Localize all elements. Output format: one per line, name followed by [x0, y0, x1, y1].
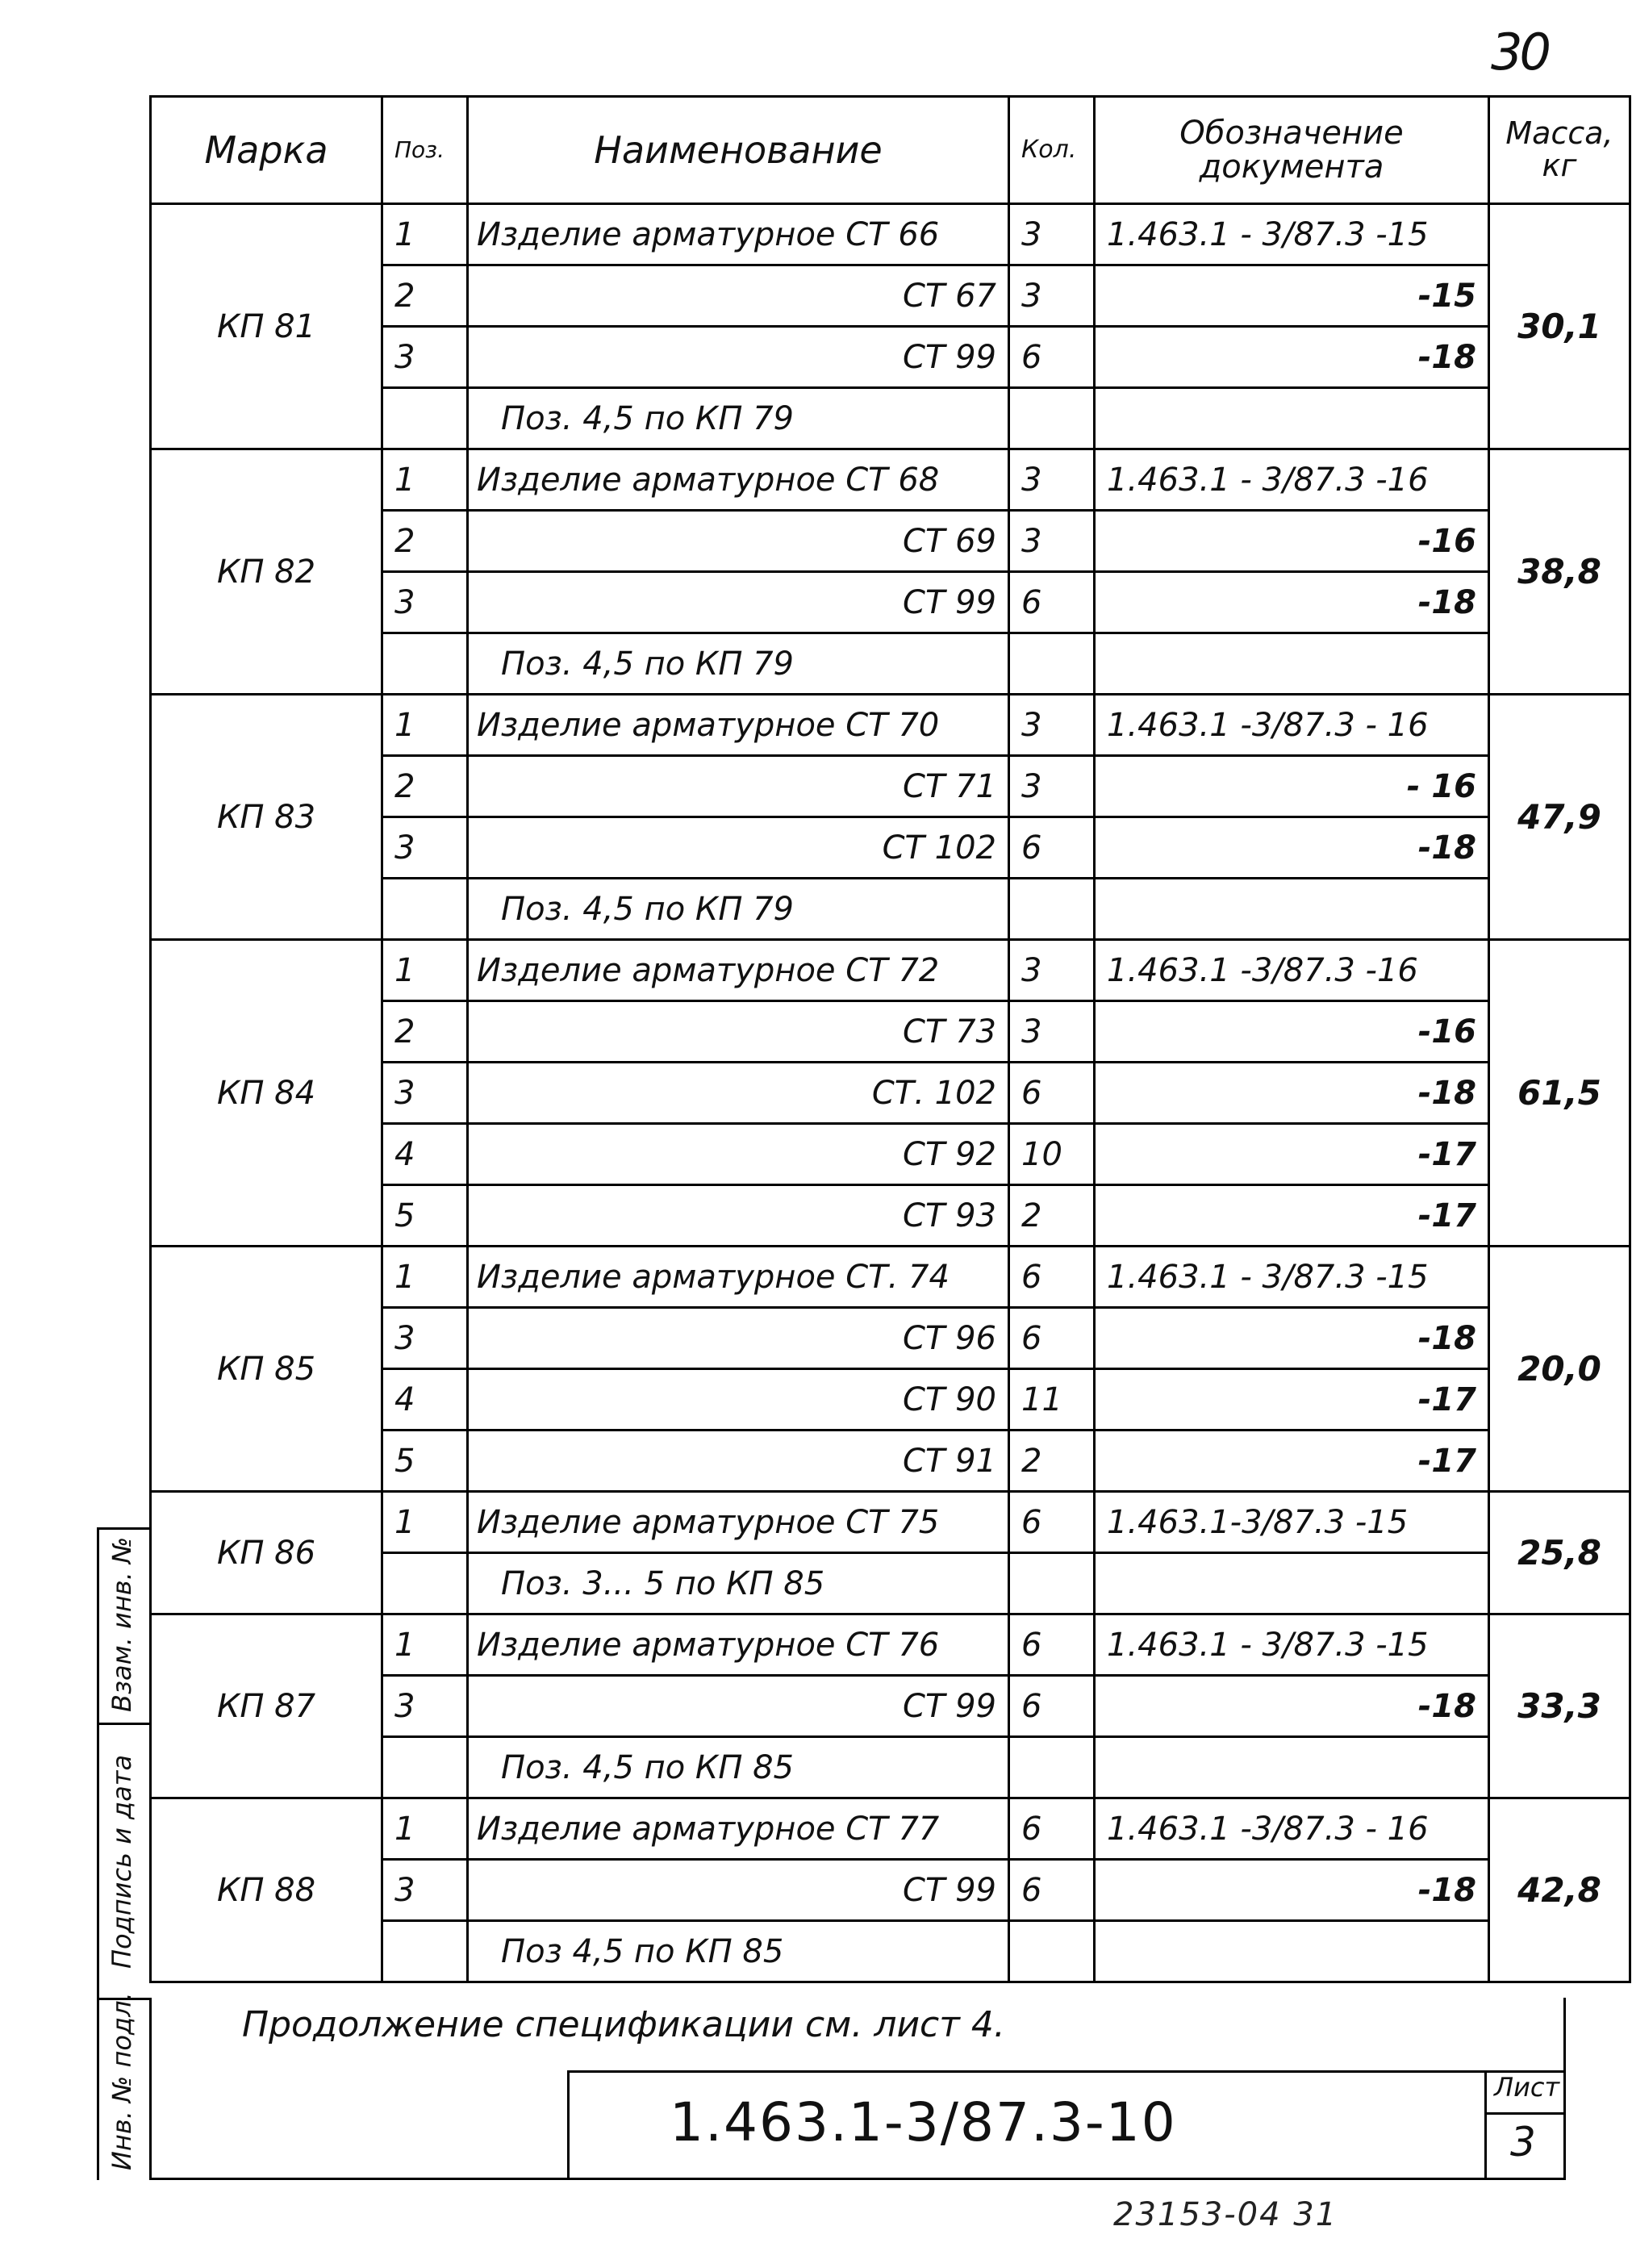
- cell-doc: - 16: [1095, 756, 1489, 817]
- cell-mark: КП 82: [151, 449, 382, 695]
- cell-doc: [1095, 1737, 1489, 1798]
- cell-name: СТ 92: [468, 1124, 1009, 1185]
- cell-qty: 3: [1009, 695, 1095, 756]
- header-mark: Марка: [151, 97, 382, 204]
- cell-qty: 6: [1009, 1798, 1095, 1860]
- cell-pos: 1: [382, 449, 468, 511]
- continuation-note: Продолжение спецификации см. лист 4.: [242, 2004, 1005, 2045]
- cell-qty: 3: [1009, 756, 1095, 817]
- side-strip-divider: [97, 1723, 149, 1725]
- cell-qty: 11: [1009, 1369, 1095, 1431]
- document-code: 1.463.1-3/87.3-10: [670, 2091, 1177, 2153]
- cell-qty: 2: [1009, 1185, 1095, 1247]
- cell-doc: 1.463.1 - 3/87.3 -15: [1095, 1614, 1489, 1676]
- cell-mass: 42,8: [1489, 1798, 1630, 1982]
- cell-pos: [382, 388, 468, 449]
- cell-pos: 3: [382, 572, 468, 633]
- cell-name: Поз. 4,5 по КП 79: [468, 879, 1009, 940]
- cell-name: СТ 69: [468, 511, 1009, 572]
- cell-qty: 3: [1009, 449, 1095, 511]
- table-row: [151, 1798, 1630, 1860]
- cell-doc: 1.463.1 - 3/87.3 -16: [1095, 449, 1489, 511]
- cell-doc: -18: [1095, 572, 1489, 633]
- cell-mark: КП 87: [151, 1614, 382, 1798]
- cell-doc: -15: [1095, 265, 1489, 327]
- cell-pos: 3: [382, 327, 468, 388]
- cell-name: СТ 96: [468, 1308, 1009, 1369]
- cell-pos: 5: [382, 1431, 468, 1492]
- cell-qty: [1009, 1921, 1095, 1982]
- cell-doc: [1095, 1553, 1489, 1614]
- cell-name: СТ 99: [468, 1676, 1009, 1737]
- cell-pos: 4: [382, 1124, 468, 1185]
- cell-doc: 1.463.1 - 3/87.3 -15: [1095, 1247, 1489, 1308]
- cell-qty: 6: [1009, 1614, 1095, 1676]
- cell-name: СТ 90: [468, 1369, 1009, 1431]
- cell-name: СТ 73: [468, 1001, 1009, 1063]
- cell-name: СТ 91: [468, 1431, 1009, 1492]
- cell-doc: -18: [1095, 1676, 1489, 1737]
- cell-pos: [382, 1737, 468, 1798]
- cell-doc: [1095, 1921, 1489, 1982]
- table-row: [151, 1614, 1630, 1676]
- cell-mark: КП 86: [151, 1492, 382, 1614]
- header-name: Наименование: [468, 97, 1009, 204]
- cell-doc: 1.463.1 -3/87.3 - 16: [1095, 1798, 1489, 1860]
- cell-doc: -18: [1095, 1063, 1489, 1124]
- cell-name: Поз. 3... 5 по КП 85: [468, 1553, 1009, 1614]
- table-header-row: [151, 97, 1630, 204]
- cell-name: Изделие арматурное СТ. 74: [468, 1247, 1009, 1308]
- cell-doc: -17: [1095, 1431, 1489, 1492]
- header-pos: Поз.: [382, 97, 468, 204]
- cell-mass: 38,8: [1489, 449, 1630, 695]
- table-row: [151, 695, 1630, 756]
- cell-qty: [1009, 1553, 1095, 1614]
- cell-mass: 20,0: [1489, 1247, 1630, 1492]
- cell-name: Поз 4,5 по КП 85: [468, 1921, 1009, 1982]
- cell-doc: -16: [1095, 511, 1489, 572]
- cell-mark: КП 88: [151, 1798, 382, 1982]
- side-inv-replace: Взам. инв. №: [106, 1536, 137, 1712]
- cell-qty: 6: [1009, 817, 1095, 879]
- cell-name: Изделие арматурное СТ 72: [468, 940, 1009, 1001]
- cell-qty: 2: [1009, 1431, 1095, 1492]
- cell-mass: 33,3: [1489, 1614, 1630, 1798]
- cell-pos: [382, 1921, 468, 1982]
- table-row: [151, 1247, 1630, 1308]
- cell-name: СТ 99: [468, 1860, 1009, 1921]
- sheet-number-top: 30: [1491, 23, 1548, 81]
- cell-pos: 1: [382, 695, 468, 756]
- table-body: [151, 204, 1630, 1982]
- cell-doc: -17: [1095, 1185, 1489, 1247]
- cell-pos: 1: [382, 1798, 468, 1860]
- cell-name: Изделие арматурное СТ 77: [468, 1798, 1009, 1860]
- cell-doc: -18: [1095, 1308, 1489, 1369]
- header-mass: Масса, кг: [1489, 97, 1630, 204]
- cell-pos: 3: [382, 817, 468, 879]
- cell-name: СТ 102: [468, 817, 1009, 879]
- cell-pos: 3: [382, 1860, 468, 1921]
- cell-pos: 1: [382, 940, 468, 1001]
- cell-doc: 1.463.1 -3/87.3 - 16: [1095, 695, 1489, 756]
- cell-name: Изделие арматурное СТ 70: [468, 695, 1009, 756]
- cell-doc: 1.463.1-3/87.3 -15: [1095, 1492, 1489, 1553]
- cell-qty: [1009, 879, 1095, 940]
- cell-pos: 4: [382, 1369, 468, 1431]
- cell-name: СТ 93: [468, 1185, 1009, 1247]
- side-signature-date: Подпись и дата: [106, 1754, 137, 1969]
- cell-pos: [382, 879, 468, 940]
- cell-pos: 2: [382, 1001, 468, 1063]
- cell-name: Изделие арматурное СТ 68: [468, 449, 1009, 511]
- cell-name: СТ 99: [468, 327, 1009, 388]
- cell-pos: 1: [382, 1492, 468, 1553]
- cell-pos: 2: [382, 265, 468, 327]
- cell-mark: КП 81: [151, 204, 382, 449]
- cell-qty: 3: [1009, 265, 1095, 327]
- specification-table: [149, 95, 1631, 1983]
- cell-pos: 5: [382, 1185, 468, 1247]
- cell-pos: 3: [382, 1308, 468, 1369]
- archive-number: 23153-04 31: [1113, 2196, 1338, 2233]
- table-row: [151, 449, 1630, 511]
- cell-doc: -16: [1095, 1001, 1489, 1063]
- cell-name: Изделие арматурное СТ 75: [468, 1492, 1009, 1553]
- cell-doc: -17: [1095, 1124, 1489, 1185]
- cell-qty: 3: [1009, 1001, 1095, 1063]
- cell-mark: КП 83: [151, 695, 382, 940]
- cell-qty: [1009, 633, 1095, 695]
- cell-name: СТ 99: [468, 572, 1009, 633]
- table-row: [151, 940, 1630, 1001]
- cell-pos: 2: [382, 756, 468, 817]
- cell-mark: КП 84: [151, 940, 382, 1247]
- cell-pos: 1: [382, 1247, 468, 1308]
- cell-qty: 6: [1009, 572, 1095, 633]
- cell-name: Поз. 4,5 по КП 79: [468, 633, 1009, 695]
- cell-qty: 3: [1009, 204, 1095, 265]
- cell-name: Изделие арматурное СТ 66: [468, 204, 1009, 265]
- cell-qty: 6: [1009, 1860, 1095, 1921]
- cell-pos: 3: [382, 1063, 468, 1124]
- cell-doc: [1095, 633, 1489, 695]
- cell-name: СТ 67: [468, 265, 1009, 327]
- cell-qty: 6: [1009, 1492, 1095, 1553]
- cell-doc: -17: [1095, 1369, 1489, 1431]
- cell-qty: 6: [1009, 327, 1095, 388]
- cell-mass: 47,9: [1489, 695, 1630, 940]
- sheet-value: 3: [1510, 2119, 1536, 2166]
- cell-qty: [1009, 388, 1095, 449]
- cell-pos: [382, 1553, 468, 1614]
- cell-name: СТ 71: [468, 756, 1009, 817]
- cell-mass: 61,5: [1489, 940, 1630, 1247]
- sheet-cell-divider: [1484, 2112, 1566, 2115]
- cell-mass: 30,1: [1489, 204, 1630, 449]
- cell-qty: 3: [1009, 940, 1095, 1001]
- table-row: [151, 204, 1630, 265]
- side-inv-original: Инв. № подл.: [106, 1992, 137, 2170]
- cell-pos: 1: [382, 204, 468, 265]
- cell-qty: 6: [1009, 1063, 1095, 1124]
- cell-doc: [1095, 388, 1489, 449]
- cell-qty: 3: [1009, 511, 1095, 572]
- cell-pos: 1: [382, 1614, 468, 1676]
- cell-qty: [1009, 1737, 1095, 1798]
- cell-qty: 6: [1009, 1308, 1095, 1369]
- cell-doc: [1095, 879, 1489, 940]
- cell-name: СТ. 102: [468, 1063, 1009, 1124]
- cell-pos: 3: [382, 1676, 468, 1737]
- cell-qty: 6: [1009, 1247, 1095, 1308]
- cell-pos: [382, 633, 468, 695]
- cell-name: Поз. 4,5 по КП 79: [468, 388, 1009, 449]
- cell-doc: 1.463.1 - 3/87.3 -15: [1095, 204, 1489, 265]
- cell-qty: 10: [1009, 1124, 1095, 1185]
- cell-mark: КП 85: [151, 1247, 382, 1492]
- cell-qty: 6: [1009, 1676, 1095, 1737]
- cell-doc: 1.463.1 -3/87.3 -16: [1095, 940, 1489, 1001]
- header-qty: Кол.: [1009, 97, 1095, 204]
- cell-doc: -18: [1095, 327, 1489, 388]
- cell-name: Изделие арматурное СТ 76: [468, 1614, 1009, 1676]
- cell-pos: 2: [382, 511, 468, 572]
- table-row: [151, 1492, 1630, 1553]
- header-doc: Обозначение документа: [1095, 97, 1489, 204]
- cell-doc: -18: [1095, 1860, 1489, 1921]
- cell-name: Поз. 4,5 по КП 85: [468, 1737, 1009, 1798]
- cell-mass: 25,8: [1489, 1492, 1630, 1614]
- sheet-label: Лист: [1494, 2072, 1560, 2103]
- cell-doc: -18: [1095, 817, 1489, 879]
